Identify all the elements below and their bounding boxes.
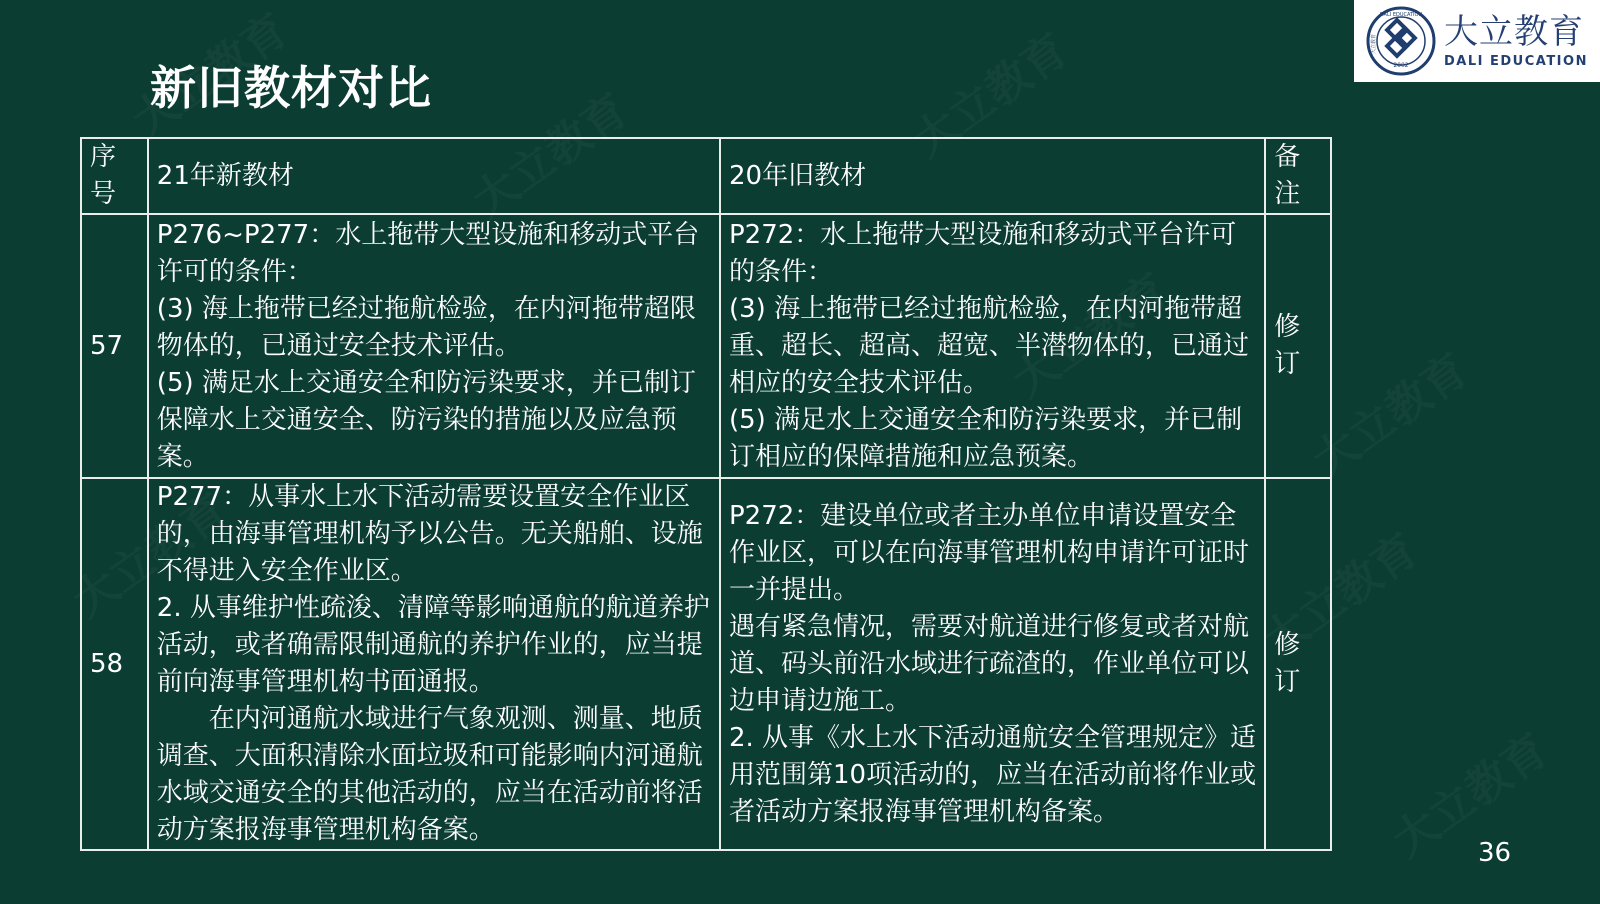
cell-paragraph: 在内河通航水域进行气象观测、测量、地质调查、大面积清除水面垃圾和可能影响内河通航水域交通安全的其他活动的，应当在活动前将活动方案报海事管理机构备案。: [156, 704, 703, 845]
logo-english-name: DALI EDUCATION: [1444, 53, 1588, 69]
page-number: 36: [1478, 838, 1512, 868]
watermark-text: [1378, 715, 1559, 868]
table-row: [81, 214, 1331, 478]
note-cell: 修订: [1265, 478, 1331, 850]
table-header-row: [81, 138, 1331, 214]
cell-paragraph: P277：从事水上水下活动需要设置安全作业区的，由海事管理机构予以公告。无关船舶、设施不得进入安全作业区。: [156, 482, 703, 586]
dali-emblem-icon: [1366, 6, 1436, 76]
header-new-textbook: 21年新教材: [148, 138, 720, 214]
row-number: 57: [81, 214, 148, 478]
cell-paragraph: (3) 海上拖带已经过拖航检验，在内河拖带超重、超长、超高、超宽、半潜物体的，已通过相应的安全技术评估。: [728, 293, 1249, 398]
row-number: 58: [81, 478, 148, 850]
note-cell: 修订: [1265, 214, 1331, 478]
header-no: 序号: [81, 138, 148, 214]
cell-paragraph: P272：水上拖带大型设施和移动式平台许可的条件：: [728, 219, 1237, 287]
cell-paragraph: 2. 从事《水上水下活动通航安全管理规定》适用范围第10项活动的，应当在活动前将作业或者活动方案报海事管理机构备案。: [728, 722, 1257, 827]
cell-paragraph: P272：建设单位或者主办单位申请设置安全作业区，可以在向海事管理机构申请许可证时一并提出。: [728, 500, 1249, 605]
cell-paragraph: 遇有紧急情况，需要对航道进行修复或者对航道、码头前沿水域进行疏渣的，作业单位可以边申请边施工。: [728, 611, 1249, 716]
cell-paragraph: P276~P277：水上拖带大型设施和移动式平台许可的条件：: [156, 219, 700, 287]
comparison-table: [80, 137, 1332, 851]
old-textbook-cell: [720, 214, 1265, 478]
old-textbook-cell: [720, 478, 1265, 850]
cell-paragraph: 2. 从事维护性疏浚、清障等影响通航的航道养护活动，或者确需限制通航的养护作业的，应当提前向海事管理机构书面通报。: [156, 593, 710, 697]
header-old-textbook: 20年旧教材: [720, 138, 1265, 214]
logo-chinese-name: 大立教育: [1444, 11, 1584, 52]
new-textbook-cell: [148, 214, 720, 478]
cell-paragraph: (5) 满足水上交通安全和防污染要求，并已制订相应的保障措施和应急预案。: [728, 404, 1243, 472]
table-row: [81, 478, 1331, 850]
cell-paragraph: (3) 海上拖带已经过拖航检验，在内河拖带超限物体的，已通过安全技术评估。: [156, 293, 696, 361]
emblem-text-side: 大立教育: [1371, 33, 1377, 55]
page-title: 新旧教材对比: [150, 61, 432, 115]
header-note: 备注: [1265, 138, 1331, 214]
emblem-year: 2002: [1393, 62, 1409, 69]
emblem-text-top: DALI EDUCATION: [1379, 12, 1423, 18]
company-logo: [1354, 0, 1600, 82]
cell-paragraph: (5) 满足水上交通安全和防污染要求，并已制订保障水上交通安全、防污染的措施以及应急预案。: [156, 367, 696, 472]
new-textbook-cell: [148, 478, 720, 850]
